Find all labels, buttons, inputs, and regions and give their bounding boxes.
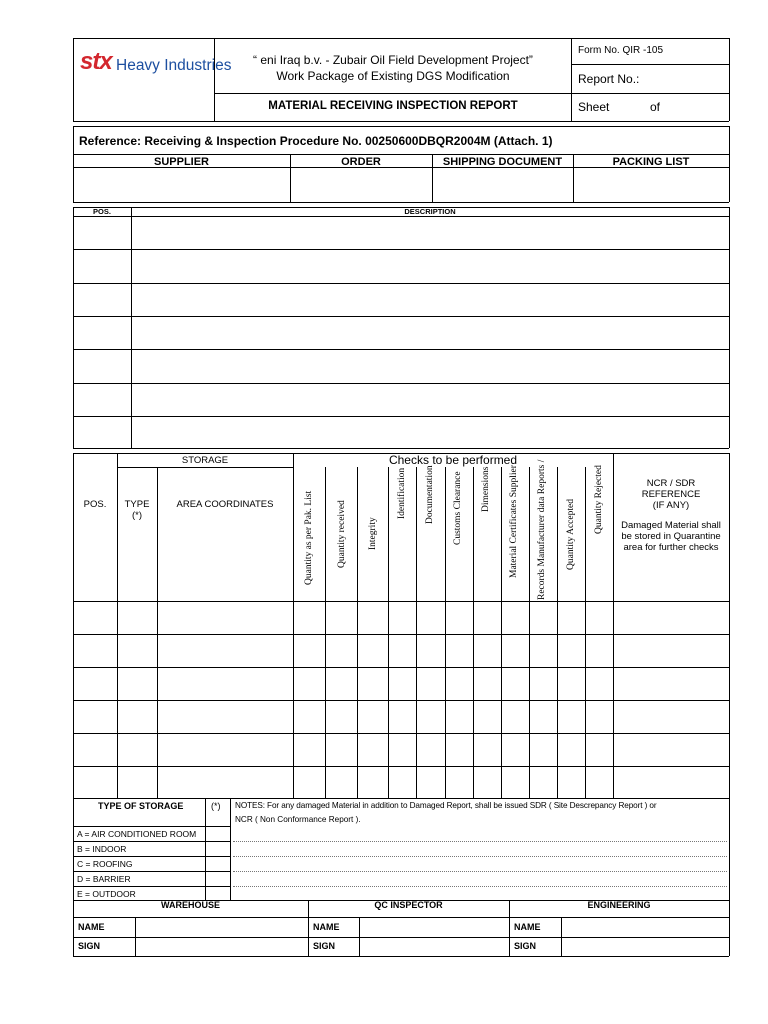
- ncr-note-2: be stored in Quarantine: [621, 531, 721, 542]
- ncr-line-2: REFERENCE: [641, 489, 701, 500]
- checks-title: Checks to be performed: [388, 453, 518, 467]
- check-dimensions: Dimensions: [481, 466, 491, 512]
- reference-text: Reference: Receiving & Inspection Procedure No. 00250600DBQR2004M (Attach. 1): [79, 134, 553, 148]
- storage-item-a: A = AIR CONDITIONED ROOM: [77, 829, 197, 839]
- logo-text: Heavy Industries: [116, 57, 232, 74]
- warehouse-sign-label: SIGN: [78, 941, 101, 951]
- ncr-line-3: (IF ANY): [652, 500, 690, 511]
- sheet-label: Sheet: [578, 100, 610, 114]
- storage-asterisk: (*): [211, 801, 221, 811]
- check-quantity-received: Quantity received: [337, 500, 347, 568]
- storage-item-d: D = BARRIER: [77, 874, 131, 884]
- engineering-name-label: NAME: [514, 922, 541, 932]
- check-identification: Identification: [397, 467, 407, 519]
- check-integrity: Integrity: [368, 517, 378, 550]
- qc-name-label: NAME: [313, 922, 340, 932]
- storage-item-c: C = ROOFING: [77, 859, 133, 869]
- check-quantity-rejected: Quantity Rejected: [594, 465, 604, 534]
- type-header: TYPE: [124, 499, 150, 510]
- area-coordinates-header: AREA COORDINATES: [176, 499, 274, 510]
- company-logo: [80, 48, 232, 80]
- storage-type-header: TYPE OF STORAGE: [98, 801, 184, 811]
- storage-item-e: E = OUTDOOR: [77, 889, 136, 899]
- engineering-sign-label: SIGN: [514, 941, 537, 951]
- type-note: (*): [131, 510, 143, 521]
- storage-item-b: B = INDOOR: [77, 844, 127, 854]
- project-line-2: Work Package of Existing DGS Modification: [276, 69, 510, 83]
- report-number-label: Report No.:: [578, 72, 640, 86]
- description-header: DESCRIPTION: [404, 207, 456, 216]
- check-customs-clearance: Customs Clearance: [453, 471, 463, 545]
- supplier-header: SUPPLIER: [153, 156, 209, 168]
- check-manufacturer-records: Records Manufacturer data Reports /: [537, 459, 547, 600]
- warehouse-header: WAREHOUSE: [160, 900, 220, 910]
- notes-line-1: NOTES: For any damaged Material in addition to Damaged Report, shall be issued SDR ( Site Descrepancy Report ) or: [235, 801, 657, 810]
- shipping-document-header: SHIPPING DOCUMENT: [442, 156, 563, 168]
- check-quantity-pack-list: Quantity as per Pak. List: [304, 490, 314, 585]
- order-header: ORDER: [341, 156, 381, 168]
- check-material-certificates: Material Certificates Supplier: [509, 465, 519, 578]
- logo-brand: stx: [80, 48, 112, 75]
- ncr-line-1: NCR / SDR: [646, 478, 696, 489]
- report-title: MATERIAL RECEIVING INSPECTION REPORT: [268, 100, 518, 112]
- qc-inspector-header: QC INSPECTOR: [374, 900, 443, 910]
- check-documentation: Documentation: [425, 465, 435, 524]
- storage-header: STORAGE: [181, 455, 229, 466]
- project-line-1: “ eni Iraq b.v. - Zubair Oil Field Development Project”: [253, 53, 533, 67]
- desc-pos-header: POS.: [93, 207, 111, 216]
- packing-list-header: PACKING LIST: [612, 156, 690, 168]
- ncr-note-3: area for further checks: [623, 542, 719, 553]
- engineering-header: ENGINEERING: [587, 900, 651, 910]
- check-quantity-accepted: Quantity Accepted: [566, 499, 576, 570]
- checks-pos-header: POS.: [83, 499, 107, 510]
- sheet-of-label: of: [650, 100, 661, 114]
- notes-line-2: NCR ( Non Conformance Report ).: [235, 815, 361, 824]
- qc-sign-label: SIGN: [313, 941, 336, 951]
- ncr-note-1: Damaged Material shall: [621, 520, 721, 531]
- form-number: Form No. QIR -105: [578, 45, 664, 56]
- warehouse-name-label: NAME: [78, 922, 105, 932]
